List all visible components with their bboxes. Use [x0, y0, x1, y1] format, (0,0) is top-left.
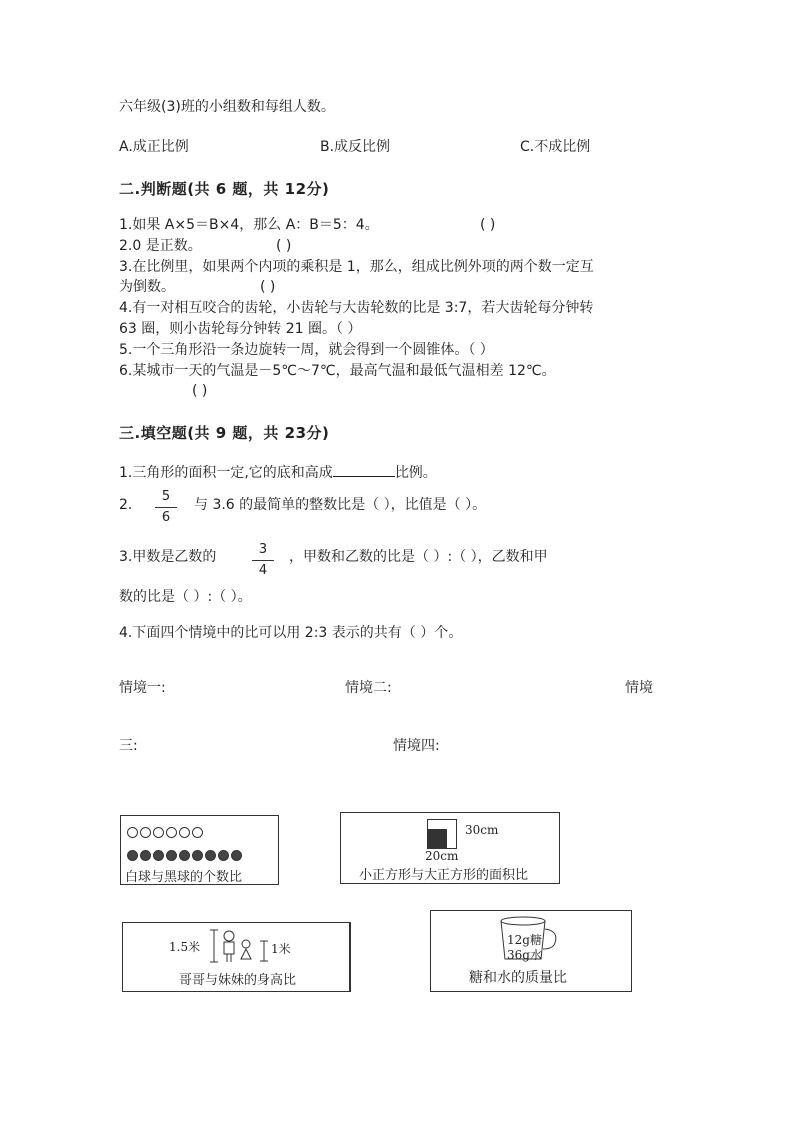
children-icon [221, 929, 255, 963]
fill-q3-prefix: 3.甲数是乙数的 [119, 549, 217, 565]
judgement-q4-line2: 63 圈，则小齿轮每分钟转 21 圈。（ ） [119, 321, 362, 337]
scene-four-label: 情境四: [393, 738, 440, 754]
judgement-q6: 6.某城市一天的气温是－5℃～7℃，最高气温和最低气温相差 12℃。 [119, 363, 556, 379]
figure-squares [340, 812, 560, 884]
judgement-q1: 1.如果 A×5＝B×4，那么 A：B＝5：4。 [119, 217, 379, 233]
fraction-bar [252, 560, 274, 561]
black-ball [218, 850, 229, 861]
white-ball [127, 827, 138, 838]
black-ball [231, 850, 242, 861]
large-square-side-label: 30cm [465, 823, 499, 837]
section-heading-judgement: 二.判断题(共 6 题，共 12分) [119, 180, 330, 198]
fraction-numerator: 5 [161, 489, 171, 504]
fill-q2-text: 与 3.6 的最简单的整数比是（ ），比值是（ ）。 [194, 497, 487, 513]
judgement-q5: 5.一个三角形沿一条边旋转一周，就会得到一个圆锥体。（ ） [119, 342, 494, 358]
white-ball [166, 827, 177, 838]
small-square-side-label: 20cm [425, 849, 459, 863]
black-ball [166, 850, 177, 861]
white-ball [192, 827, 203, 838]
figure-balls [120, 815, 279, 885]
judgement-q3-line2: 为倒数。 [119, 279, 175, 295]
black-ball [179, 850, 190, 861]
judgement-q4-line1: 4.有一对相互咬合的齿轮，小齿轮与大齿轮数的比是 3:7，若大齿轮每分钟转 [119, 300, 594, 316]
height-bracket-right-icon [259, 940, 269, 962]
sister-height-label: 1米 [271, 942, 291, 956]
figure-balls-caption: 白球与黑球的个数比 [125, 870, 243, 885]
black-ball [140, 850, 151, 861]
white-ball [179, 827, 190, 838]
section-heading-fill: 三.填空题(共 9 题，共 23分) [119, 424, 330, 442]
small-square [428, 829, 447, 848]
height-bracket-left-icon [209, 929, 219, 963]
white-ball [153, 827, 164, 838]
judgement-q3-answer: ( ) [260, 279, 276, 295]
fill-q2-number: 2. [119, 497, 133, 513]
fraction-denominator: 6 [161, 510, 171, 525]
sugar-mass-label: 12g糖 [507, 933, 542, 947]
figure-sugar-water-caption: 糖和水的质量比 [469, 970, 567, 986]
white-ball [140, 827, 151, 838]
fraction-numerator: 3 [258, 542, 268, 557]
option-a: A.成正比例 [119, 139, 189, 155]
figure-heights [122, 922, 351, 992]
judgement-q2-answer: ( ) [276, 238, 292, 254]
option-b: B.成反比例 [320, 139, 391, 155]
fill-q1-blank [333, 462, 395, 477]
fill-q1-suffix: 比例。 [394, 465, 437, 481]
option-c: C.不成比例 [520, 139, 591, 155]
judgement-q6-answer: ( ) [192, 383, 208, 399]
fill-q3-text: ，甲数和乙数的比是（ ）:（ ），乙数和甲 [289, 549, 548, 565]
fraction-denominator: 4 [258, 563, 268, 578]
figure-squares-caption: 小正方形与大正方形的面积比 [359, 868, 529, 883]
figure-sugar-water [430, 910, 632, 992]
fill-q4: 4.下面四个情境中的比可以用 2:3 表示的共有（ ）个。 [119, 625, 463, 641]
fill-q1-text: 1.三角形的面积一定,它的底和高成 [119, 465, 333, 481]
black-ball [153, 850, 164, 861]
black-ball [192, 850, 203, 861]
scene-three-label-end: 三: [119, 738, 138, 754]
fraction-three-quarters [252, 542, 274, 579]
water-mass-label: 36g水 [507, 948, 542, 962]
black-ball [205, 850, 216, 861]
black-ball [127, 850, 138, 861]
scene-one-label: 情境一: [119, 680, 166, 696]
question-stem: 六年级(3)班的小组数和每组人数。 [119, 99, 335, 115]
fraction-five-sixths [155, 489, 177, 526]
fill-q3-line2: 数的比是（ ）:（ ）。 [119, 589, 252, 605]
brother-height-label: 1.5米 [169, 940, 201, 954]
fill-q1 [119, 462, 437, 482]
scene-two-label: 情境二: [345, 680, 392, 696]
judgement-q1-answer: ( ) [480, 217, 496, 233]
fraction-bar [155, 507, 177, 508]
figure-heights-caption: 哥哥与妹妹的身高比 [179, 973, 297, 988]
judgement-q3-line1: 3.在比例里，如果两个内项的乘积是 1，那么，组成比例外项的两个数一定互 [119, 259, 594, 275]
judgement-q2: 2.0 是正数。 [119, 238, 202, 254]
scene-three-label-start: 情境 [625, 680, 653, 696]
